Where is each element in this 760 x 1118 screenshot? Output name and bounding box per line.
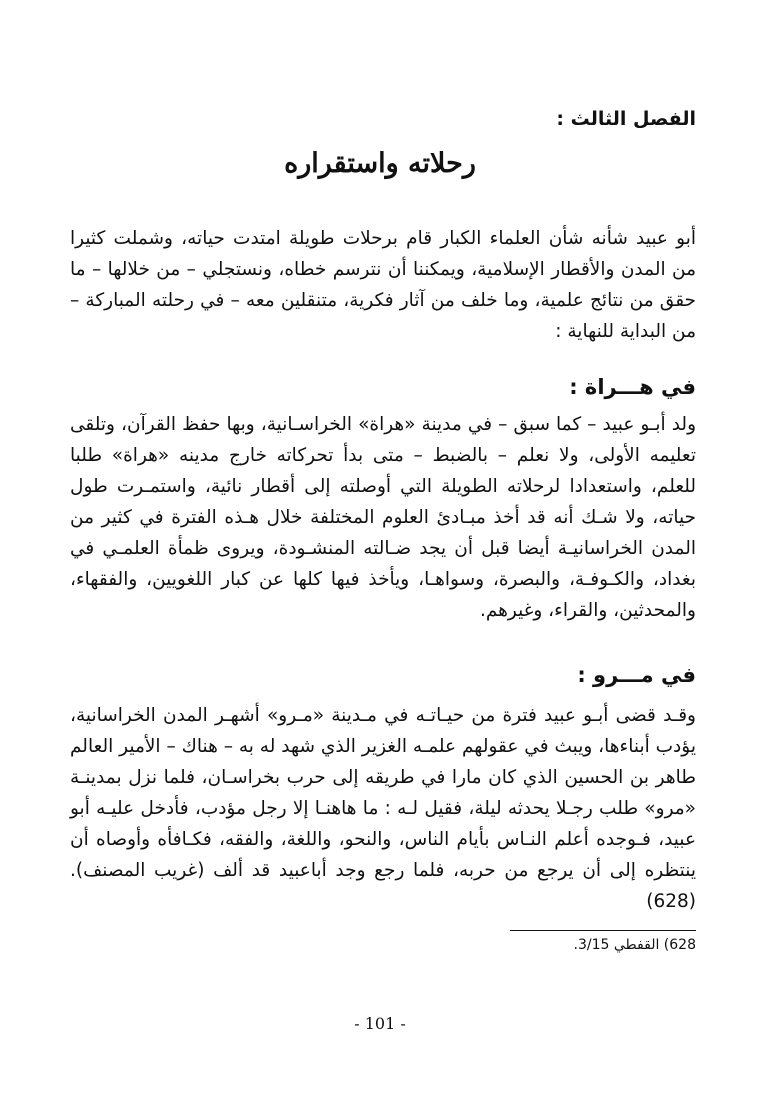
section-body-merv: وقـد قضى أبـو عبيد فترة من حيـاتـه في مـدينة «مـرو» أشهـر المدن الخراسانية، يؤدب أبناءها، ويبث في عقولهم علمـه الغزير الذي شهد له به – هناك – الأمير العالم طاهر بن الحسين الذي كان مارا في طريقه إلى حرب بخراسـان، فلما نزل بمدينـة «مرو» طلب رجـلا يحدثه ليلة، فقيل لـه : ما هاهنـا إلا رجل مؤدب، فأدخل عليـه أبو عبيد، فـوجده أعلم النـاس بأيام الناس، والنحو، واللغة، والفقه، فكـافأه وأوصاه أن ينتظره إلى أن يرجع من حربه، فلما رجع وجد أباعبيد قد ألف (غريب المصنف).(628) xyxy=(70,705,696,912)
chapter-label: الفصل الثالث : xyxy=(556,108,696,130)
footnote: 628) القفطي 3/15. xyxy=(573,937,696,953)
chapter-title: رحلاته واستقراره xyxy=(284,148,476,179)
section-body-herat: ولد أبـو عبيد – كما سبق – في مدينة «هراة» الخراسـانية، وبها حفظ القرآن، وتلقى تعليمه الأولى، ولا نعلم – بالضبط – متى بدأ تحركاته خارج مدينه «هراة» طلبا للعلم، واستعدادا لرحلاته الطويلة التي أوصلته إلى أقطار نائية، واستمـرت طول حياته، ولا شـك أنه قد أخذ مبـادئ العلوم المختلفة خلال هـذه الفترة في كثير من المدن الخراسانيـة أيضا قبل أن يجد ضـالته المنشـودة، ويروى ظمأة العلمـي في بغداد، والكـوفـة، والبصرة، وسواهـا، ويأخذ فيها كلها عن كبار اللغويين، والفقهاء، والمحدثين، والقراء، وغيرهم. xyxy=(70,414,696,621)
section-heading-herat: في هـــراة : xyxy=(569,375,696,399)
footnote-divider xyxy=(510,930,696,931)
page-number: - 101 - xyxy=(354,1014,406,1033)
intro-paragraph: أبو عبيد شأنه شأن العلماء الكبار قام برحلات طويلة امتدت حياته، وشملت كثيرا من المدن والأقطار الإسلامية، ويمكننا أن نترسم خطاه، ونستجلي – من خلالها – ما حقق من نتائج علمية، وما خلف من آثار فكرية، متنقلين معه – في رحلته المباركة – من البداية للنهاية : xyxy=(70,228,696,342)
section-heading-merv: في مـــرو : xyxy=(577,663,696,687)
